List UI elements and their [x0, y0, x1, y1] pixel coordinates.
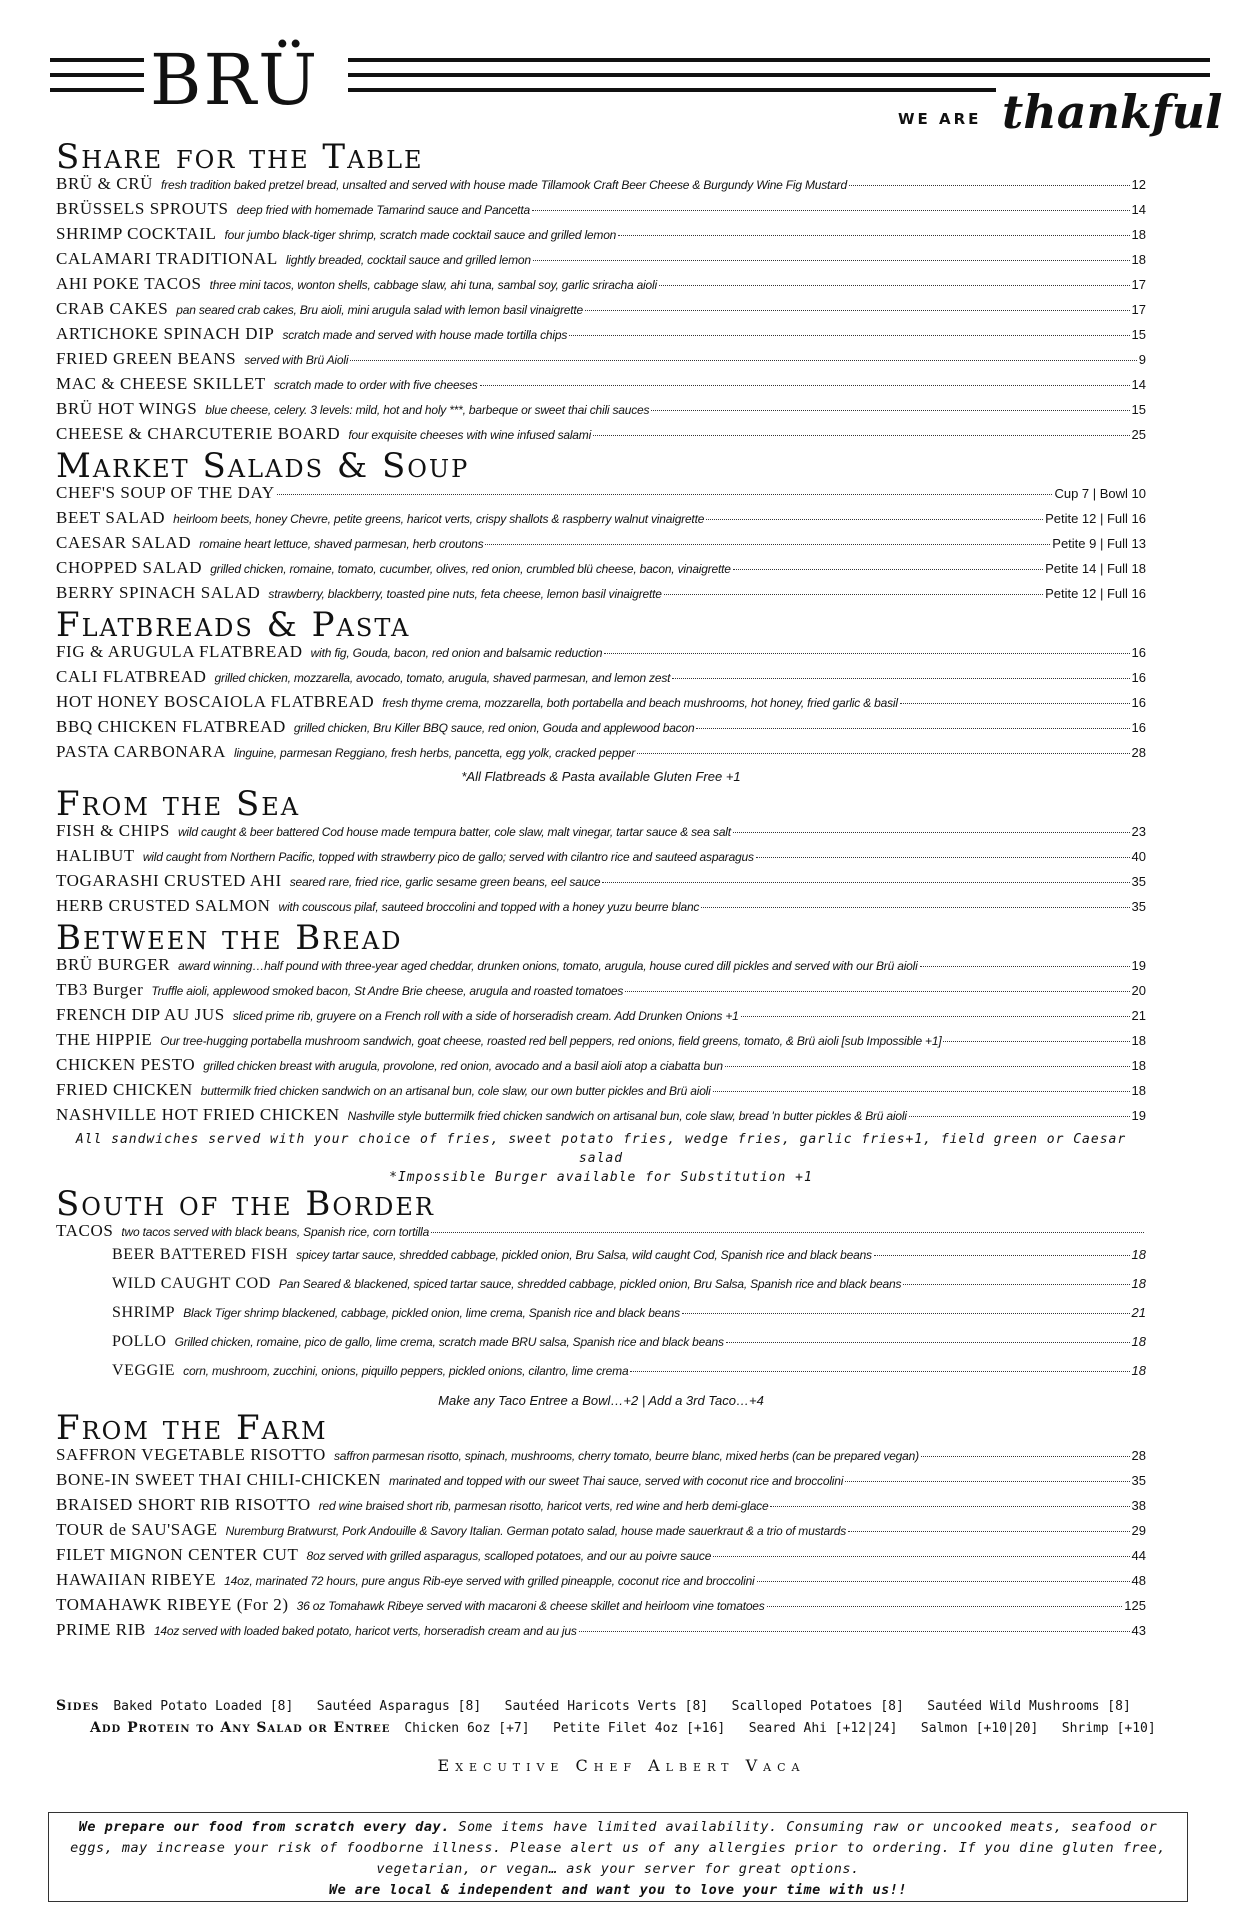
item-name: MAC & CHEESE SKILLET	[56, 374, 266, 393]
item-price: 18	[1131, 1363, 1146, 1378]
item-price: 18	[1131, 1276, 1146, 1291]
item-name: FISH & CHIPS	[56, 821, 170, 840]
menu-item	[112, 1362, 1146, 1391]
dot-leader	[706, 519, 1043, 520]
item-price: 18	[1131, 227, 1146, 242]
menu-item	[56, 955, 1146, 980]
item-price: 21	[1131, 1008, 1146, 1023]
item-price: 19	[1131, 1108, 1146, 1123]
item-price: 20	[1131, 983, 1146, 998]
section-title: Market Salads & Soup	[56, 446, 470, 486]
item-name: HAWAIIAN RIBEYE	[56, 1570, 217, 1589]
dot-leader	[618, 235, 1129, 236]
menu-item	[56, 1620, 1146, 1645]
item-price: 48	[1131, 1573, 1146, 1588]
menu-item	[56, 717, 1146, 742]
item-description: 14oz, marinated 72 hours, pure angus Rib-eye served with grilled pineapple, coconut rice and broccolini	[224, 1574, 755, 1588]
menu-item	[56, 1055, 1146, 1080]
item-name: BRÜ & CRÜ	[56, 174, 154, 193]
item-name: WILD CAUGHT COD	[112, 1275, 271, 1292]
item-name: BERRY SPINACH SALAD	[56, 583, 261, 602]
item-description: grilled chicken, mozzarella, avocado, tomato, arugula, shaved parmesan, and lemon zest	[214, 671, 671, 685]
item-description: 14oz served with loaded baked potato, haricot verts, horseradish cream and au jus	[153, 1624, 577, 1638]
item-price: 16	[1131, 670, 1146, 685]
menu-section	[56, 784, 1146, 921]
menu-item	[56, 374, 1146, 399]
menu-item	[56, 642, 1146, 667]
item-description: strawberry, blackberry, toasted pine nuts, feta cheese, lemon basil vinaigrette	[268, 587, 662, 601]
dot-leader	[651, 410, 1129, 411]
item-price: 12	[1131, 177, 1146, 192]
item-price: 35	[1131, 1473, 1146, 1488]
item-name: BEER BATTERED FISH	[112, 1246, 289, 1263]
item-name: TOUR de SAU'SAGE	[56, 1520, 218, 1539]
item-description: buttermilk fried chicken sandwich on an artisanal bun, cole slaw, our own butter pickles and Brü aioli	[200, 1084, 711, 1098]
item-description: romaine heart lettuce, shaved parmesan, herb croutons	[199, 537, 484, 551]
item-description: Truffle aioli, applewood smoked bacon, St Andre Brie cheese, arugula and roasted tomatoes	[151, 984, 624, 998]
dot-leader	[682, 1313, 1130, 1314]
dot-leader	[485, 544, 1050, 545]
dot-leader	[733, 832, 1130, 833]
dot-leader	[874, 1255, 1130, 1256]
item-name: NASHVILLE HOT FRIED CHICKEN	[56, 1105, 340, 1124]
menu-item	[56, 1495, 1146, 1520]
protein-list: Chicken 6oz [+7] Petite Filet 4oz [+16] Seared Ahi [+12|24] Salmon [+10|20] Shrimp [+10]	[404, 1721, 1156, 1736]
dot-leader	[659, 285, 1130, 286]
dot-leader	[943, 1041, 1129, 1042]
item-price: Petite 12 | Full 16	[1045, 586, 1146, 601]
item-price: 14	[1131, 202, 1146, 217]
menu-item	[56, 324, 1146, 349]
item-name: HALIBUT	[56, 846, 135, 865]
item-description: grilled chicken, Bru Killer BBQ sauce, red onion, Gouda and applewood bacon	[293, 721, 695, 735]
item-name: AHI POKE TACOS	[56, 274, 202, 293]
item-name: THE HIPPIE	[56, 1030, 153, 1049]
item-price: 35	[1131, 874, 1146, 889]
menu-item	[56, 692, 1146, 717]
menu-item	[56, 349, 1146, 374]
dot-leader	[849, 185, 1130, 186]
dot-leader	[664, 594, 1043, 595]
item-price: 18	[1131, 1247, 1146, 1262]
dot-leader	[696, 728, 1129, 729]
item-description: fresh thyme crema, mozzarella, both portabella and beach mushrooms, hot honey, fried garlic & basil	[382, 696, 898, 710]
item-name: HERB CRUSTED SALMON	[56, 896, 271, 915]
item-name: FILET MIGNON CENTER CUT	[56, 1545, 299, 1564]
item-name: BRÜSSELS SPROUTS	[56, 199, 229, 218]
item-description: fresh tradition baked pretzel bread, unsalted and served with house made Tillamook Craft Beer Cheese & Burgundy Wine Fig Mustard	[161, 178, 847, 192]
item-price: Petite 12 | Full 16	[1045, 511, 1146, 526]
dot-leader	[767, 1606, 1123, 1607]
item-name: PASTA CARBONARA	[56, 742, 226, 761]
restaurant-logo: BRÜ	[150, 39, 320, 121]
menu-item	[56, 1520, 1146, 1545]
menu-item	[56, 274, 1146, 299]
item-description: wild caught & beer battered Cod house made tempura batter, cole slaw, malt vinegar, tartar sauce & sea salt	[177, 825, 731, 839]
item-name: PRIME RIB	[56, 1620, 146, 1639]
section-note: Make any Taco Entree a Bowl…+2 | Add a 3rd Taco…+4	[438, 1393, 764, 1408]
dot-leader	[733, 569, 1043, 570]
item-description: 8oz served with grilled asparagus, scalloped potatoes, and our au poivre sauce	[306, 1549, 712, 1563]
dot-leader	[920, 966, 1130, 967]
menu-item	[56, 558, 1146, 583]
section-note: *Impossible Burger available for Substitution +1	[389, 1170, 813, 1185]
item-price: 18	[1131, 1033, 1146, 1048]
item-name: SHRIMP	[112, 1304, 176, 1321]
item-price: 44	[1131, 1548, 1146, 1563]
menu-section	[56, 1408, 1146, 1645]
item-price: 17	[1131, 277, 1146, 292]
disclaimer-bold-1: We prepare our food from scratch every day.	[78, 1819, 450, 1835]
dot-leader	[845, 1481, 1129, 1482]
dot-leader	[585, 310, 1130, 311]
item-price: 9	[1138, 352, 1146, 367]
dot-leader	[903, 1284, 1129, 1285]
item-description: saffron parmesan risotto, spinach, mushrooms, cherry tomato, beurre blanc, mixed herbs (can be prepared vegan)	[333, 1449, 919, 1463]
dot-leader	[569, 335, 1129, 336]
dot-leader	[593, 435, 1129, 436]
section-title: Share for the Table	[56, 137, 424, 177]
menu-item	[112, 1275, 1146, 1304]
item-name: CRAB CAKES	[56, 299, 169, 318]
item-description: linguine, parmesan Reggiano, fresh herbs, pancetta, egg yolk, cracked pepper	[233, 746, 636, 760]
item-name: BBQ CHICKEN FLATBREAD	[56, 717, 286, 736]
menu-item	[56, 1445, 1146, 1470]
menu-item	[56, 1005, 1146, 1030]
section-title: Flatbreads & Pasta	[56, 605, 411, 645]
item-description: Grilled chicken, romaine, pico de gallo, lime crema, scratch made BRU salsa, Spanish rice and black beans	[174, 1335, 724, 1349]
dot-leader	[630, 1371, 1129, 1372]
menu-item	[56, 199, 1146, 224]
item-name: CHICKEN PESTO	[56, 1055, 196, 1074]
item-description: three mini tacos, wonton shells, cabbage slaw, ahi tuna, sambal soy, garlic sriracha aioli	[209, 278, 657, 292]
item-name: TB3 Burger	[56, 980, 144, 999]
item-price: 38	[1131, 1498, 1146, 1513]
item-price: 25	[1131, 427, 1146, 442]
menu-item	[56, 667, 1146, 692]
item-description: spicey tartar sauce, shredded cabbage, pickled onion, Bru Salsa, wild caught Cod, Spanish rice and black beans	[296, 1248, 872, 1262]
item-price: Petite 14 | Full 18	[1045, 561, 1146, 576]
sides-block	[56, 1698, 1186, 1742]
dot-leader	[480, 385, 1130, 386]
dot-leader	[756, 857, 1130, 858]
dot-leader	[533, 260, 1130, 261]
item-name: TACOS	[56, 1221, 114, 1240]
menu-item	[56, 508, 1146, 533]
item-price: 15	[1131, 327, 1146, 342]
section-title: Between the Bread	[56, 918, 403, 958]
item-price: 16	[1131, 720, 1146, 735]
dot-leader	[921, 1456, 1130, 1457]
protein-row	[56, 1720, 1186, 1742]
menu-item	[56, 224, 1146, 249]
item-name: CALI FLATBREAD	[56, 667, 207, 686]
item-price: 19	[1131, 958, 1146, 973]
menu-item	[112, 1333, 1146, 1362]
item-description: award winning…half pound with three-year aged cheddar, drunken onions, tomato, arugula, house cured dill pickles and served with our Brü aioli	[178, 959, 918, 973]
menu-item	[56, 821, 1146, 846]
menu-section	[56, 1184, 1146, 1411]
item-description: served with Brü Aioli	[244, 353, 349, 367]
item-price: 29	[1131, 1523, 1146, 1538]
disclaimer-text: Some items have limited availability. Consuming raw or uncooked meats, seafood or eggs, may increase your risk of foodborne illness. Please alert us of any allergies prior to ordering. If you dine gluten free, vegetarian, or vegan… ask your server for great options.	[70, 1819, 1166, 1877]
section-title: From the Farm	[56, 1408, 328, 1448]
item-description: lightly breaded, cocktail sauce and grilled lemon	[285, 253, 531, 267]
item-description: four jumbo black-tiger shrimp, scratch made cocktail sauce and grilled lemon	[224, 228, 617, 242]
dot-leader	[602, 882, 1129, 883]
header-rule-left	[50, 58, 144, 103]
menu-item	[56, 483, 1146, 508]
item-price: 15	[1131, 402, 1146, 417]
dot-leader	[757, 1581, 1130, 1582]
menu-item	[56, 299, 1146, 324]
item-price: Cup 7 | Bowl 10	[1054, 486, 1146, 501]
item-price: 18	[1131, 252, 1146, 267]
section-title: South of the Border	[56, 1184, 435, 1224]
item-price: 35	[1131, 899, 1146, 914]
item-description: Black Tiger shrimp blackened, cabbage, pickled onion, lime crema, Spanish rice and black beans	[183, 1306, 680, 1320]
menu-item	[56, 1470, 1146, 1495]
menu-item	[56, 249, 1146, 274]
item-name: FRIED CHICKEN	[56, 1080, 193, 1099]
item-description: red wine braised short rib, parmesan risotto, haricot verts, red wine and herb demi-glace	[318, 1499, 769, 1513]
item-name: HOT HONEY BOSCAIOLA FLATBREAD	[56, 692, 375, 711]
item-description: deep fried with homemade Tamarind sauce and Pancetta	[236, 203, 530, 217]
dot-leader	[713, 1091, 1130, 1092]
dot-leader	[770, 1506, 1129, 1507]
item-name: ARTICHOKE SPINACH DIP	[56, 324, 275, 343]
disclaimer-bold-2: We are local & independent and want you to love your time with us!!	[328, 1882, 908, 1898]
menu-item	[56, 1221, 1146, 1246]
menu-section	[56, 446, 1146, 608]
item-description: marinated and topped with our sweet Thai sauce, served with coconut rice and broccolini	[389, 1474, 844, 1488]
item-name: BRAISED SHORT RIB RISOTTO	[56, 1495, 311, 1514]
item-name: BONE-IN SWEET THAI CHILI-CHICKEN	[56, 1470, 382, 1489]
item-description: Our tree-hugging portabella mushroom sandwich, goat cheese, roasted red bell peppers, red onions, field greens, tomato, & Brü aioli [sub Impossible +1]	[160, 1034, 942, 1048]
menu-item	[56, 533, 1146, 558]
disclaimer-box	[48, 1812, 1188, 1902]
item-description: scratch made to order with five cheeses	[273, 378, 478, 392]
tagline-we-are: WE ARE	[890, 110, 989, 128]
item-name: TOMAHAWK RIBEYE (For 2)	[56, 1595, 289, 1614]
item-name: POLLO	[112, 1333, 167, 1350]
item-price: 28	[1131, 745, 1146, 760]
menu-item	[56, 1545, 1146, 1570]
item-description: four exquisite cheeses with wine infused salami	[348, 428, 592, 442]
menu-content	[56, 137, 1146, 1645]
dot-leader	[741, 1016, 1130, 1017]
item-price: 14	[1131, 377, 1146, 392]
item-description: Nuremburg Bratwurst, Pork Andouille & Savory Italian. German potato salad, house made sauerkraut & a trio of mustards	[225, 1524, 847, 1538]
dot-leader	[900, 703, 1130, 704]
menu-item	[56, 846, 1146, 871]
item-name: SAFFRON VEGETABLE RISOTTO	[56, 1445, 326, 1464]
item-price: 40	[1131, 849, 1146, 864]
menu-item	[56, 1570, 1146, 1595]
dot-leader	[909, 1116, 1130, 1117]
section-note: All sandwiches served with your choice of fries, sweet potato fries, wedge fries, garlic fries+1, field green or Caesar salad	[75, 1132, 1127, 1166]
menu-item	[112, 1304, 1146, 1333]
item-name: VEGGIE	[112, 1362, 176, 1379]
item-price: 16	[1131, 645, 1146, 660]
protein-label: Add Protein to Any Salad or Entree	[90, 1720, 391, 1736]
dot-leader	[848, 1531, 1129, 1532]
item-description: 36 oz Tomahawk Ribeye served with macaroni & cheese skillet and heirloom vine tomatoes	[296, 1599, 765, 1613]
menu-item	[56, 980, 1146, 1005]
item-price: Petite 9 | Full 13	[1052, 536, 1146, 551]
item-description: corn, mushroom, zucchini, onions, piquillo peppers, pickled onions, cilantro, lime crema	[183, 1364, 629, 1378]
item-name: CAESAR SALAD	[56, 533, 192, 552]
tagline-thankful: thankful	[996, 82, 1229, 142]
item-description: seared rare, fried rice, garlic sesame green beans, eel sauce	[289, 875, 601, 889]
item-name: BEET SALAD	[56, 508, 166, 527]
item-name: CHOPPED SALAD	[56, 558, 203, 577]
item-name: CHEF'S SOUP OF THE DAY	[56, 483, 275, 502]
item-description: with fig, Gouda, bacon, red onion and balsamic reduction	[310, 646, 603, 660]
item-name: BRÜ BURGER	[56, 955, 171, 974]
item-name: FRIED GREEN BEANS	[56, 349, 237, 368]
item-name: BRÜ HOT WINGS	[56, 399, 198, 418]
item-description: heirloom beets, honey Chevre, petite greens, haricot verts, crispy shallots & raspberry walnut vinaigrette	[173, 512, 705, 526]
menu-section	[56, 605, 1146, 787]
item-price: 43	[1131, 1623, 1146, 1638]
item-name: FIG & ARUGULA FLATBREAD	[56, 642, 303, 661]
item-price: 18	[1131, 1058, 1146, 1073]
item-price: 125	[1124, 1598, 1146, 1613]
menu-item	[56, 1105, 1146, 1130]
menu-item	[56, 399, 1146, 424]
menu-section	[56, 137, 1146, 449]
section-title: From the Sea	[56, 784, 301, 824]
sides-list: Baked Potato Loaded [8] Sautéed Asparagus [8] Sautéed Haricots Verts [8] Scalloped Potatoes [8] Sautéed Wild Mushrooms [8]	[113, 1699, 1131, 1714]
item-price: 16	[1131, 695, 1146, 710]
menu-item	[56, 1030, 1146, 1055]
menu-item	[56, 742, 1146, 767]
dot-leader	[431, 1232, 1144, 1233]
item-description: grilled chicken breast with arugula, provolone, red onion, avocado and a basil aioli atop a ciabatta bun	[203, 1059, 723, 1073]
dot-leader	[277, 494, 1053, 495]
dot-leader	[672, 678, 1129, 679]
dot-leader	[726, 1342, 1130, 1343]
item-description: blue cheese, celery. 3 levels: mild, hot and holy ***, barbeque or sweet thai chili sauces	[205, 403, 650, 417]
item-description: wild caught from Northern Pacific, topped with strawberry pico de gallo; served with cilantro rice and sauteed asparagus	[142, 850, 754, 864]
menu-item	[56, 1080, 1146, 1105]
dot-leader	[637, 753, 1129, 754]
sides-label: Sides	[56, 1698, 100, 1714]
item-name: TOGARASHI CRUSTED AHI	[56, 871, 282, 890]
section-note: *All Flatbreads & Pasta available Gluten Free +1	[461, 769, 741, 784]
sides-row	[56, 1698, 1186, 1720]
item-name: SHRIMP COCKTAIL	[56, 224, 217, 243]
item-description: pan seared crab cakes, Bru aioli, mini arugula salad with lemon basil vinaigrette	[176, 303, 583, 317]
item-name: FRENCH DIP AU JUS	[56, 1005, 225, 1024]
item-description: with couscous pilaf, sauteed broccolini and topped with a honey yuzu beurre blanc	[278, 900, 700, 914]
dot-leader	[625, 991, 1129, 992]
menu-item	[56, 871, 1146, 896]
executive-chef: Executive Chef Albert Vaca	[437, 1756, 806, 1775]
dot-leader	[532, 210, 1130, 211]
menu-item	[56, 174, 1146, 199]
item-price: 18	[1131, 1083, 1146, 1098]
dot-leader	[725, 1066, 1130, 1067]
item-name: CHEESE & CHARCUTERIE BOARD	[56, 424, 341, 443]
dot-leader	[701, 907, 1129, 908]
item-price: 17	[1131, 302, 1146, 317]
item-price: 21	[1131, 1305, 1146, 1320]
item-description: two tacos served with black beans, Spanish rice, corn tortilla	[121, 1225, 430, 1239]
dot-leader	[579, 1631, 1130, 1632]
menu-item	[56, 1595, 1146, 1620]
dot-leader	[713, 1556, 1129, 1557]
item-description: Pan Seared & blackened, spiced tartar sauce, shredded cabbage, pickled onion, Bru Salsa, Spanish rice and black beans	[278, 1277, 902, 1291]
item-name: CALAMARI TRADITIONAL	[56, 249, 278, 268]
item-description: Nashville style buttermilk fried chicken sandwich on artisanal bun, cole slaw, bread 'n butter pickles & Brü aioli	[347, 1109, 907, 1123]
item-description: sliced prime rib, gruyere on a French roll with a side of horseradish cream. Add Drunken Onions +1	[232, 1009, 739, 1023]
dot-leader	[350, 360, 1136, 361]
item-price: 18	[1131, 1334, 1146, 1349]
dot-leader	[604, 653, 1129, 654]
item-price: 28	[1131, 1448, 1146, 1463]
item-description: scratch made and served with house made tortilla chips	[282, 328, 568, 342]
item-price: 23	[1131, 824, 1146, 839]
item-description: grilled chicken, romaine, tomato, cucumber, olives, red onion, crumbled blü cheese, bacon, vinaigrette	[210, 562, 731, 576]
menu-item	[112, 1246, 1146, 1275]
menu-section	[56, 918, 1146, 1187]
